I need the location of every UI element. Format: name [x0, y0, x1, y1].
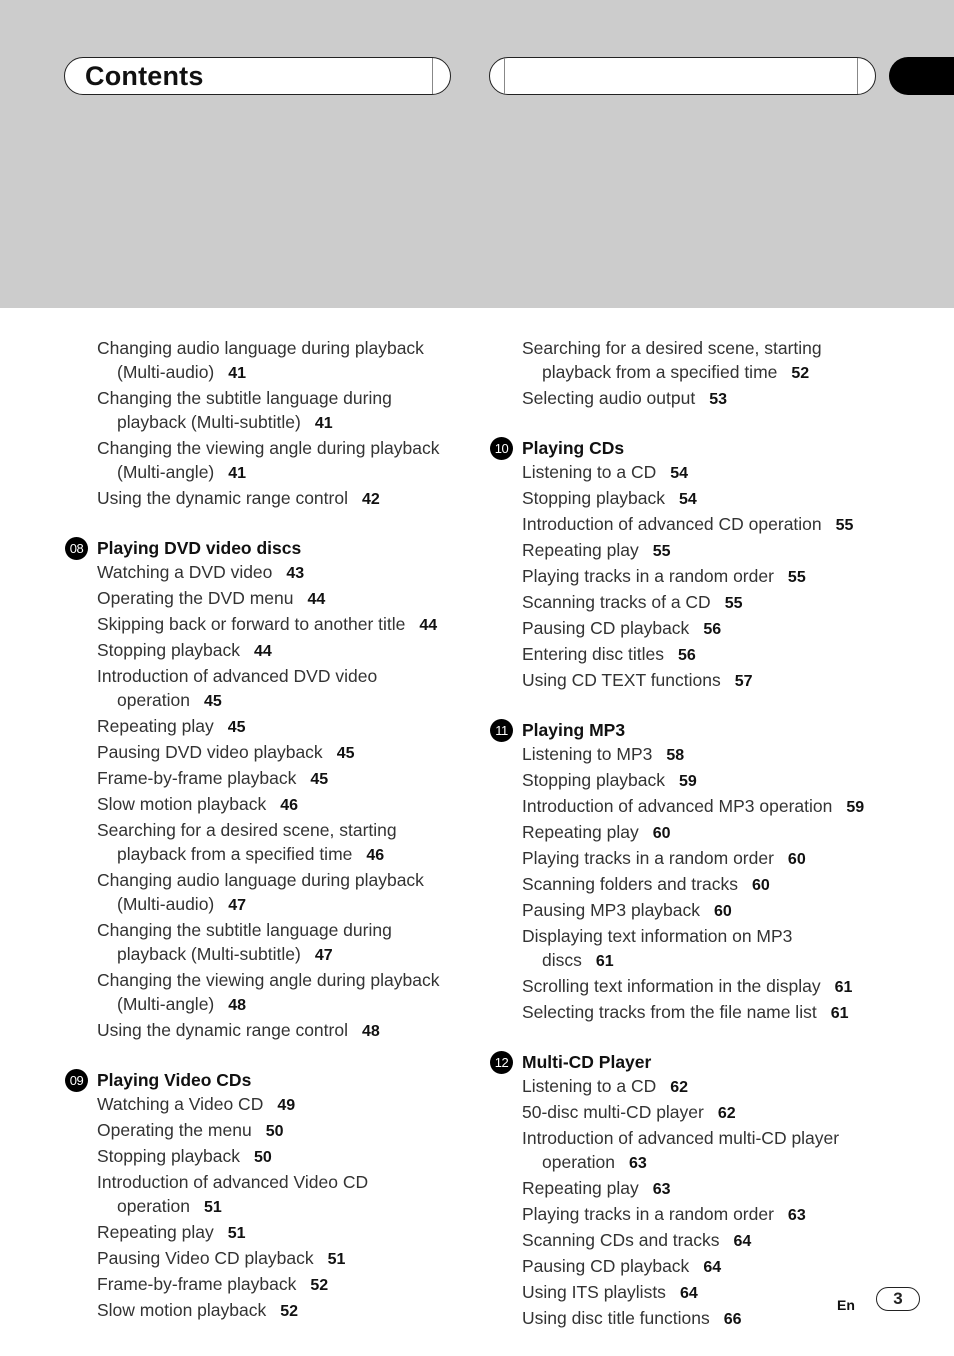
toc-entry-page: 55 — [787, 569, 806, 586]
section-title: Multi-CD Player — [522, 1052, 652, 1072]
toc-entry-text-continued: playback (Multi-subtitle) — [117, 412, 301, 432]
toc-entry-text-continued: (Multi-angle) — [117, 462, 215, 482]
toc-entry-page: 64 — [679, 1285, 698, 1302]
toc-entry-page: 60 — [787, 851, 806, 868]
toc-entry[interactable] — [64, 664, 484, 714]
toc-entry-text: Watching a DVD video — [97, 562, 273, 582]
blank-frame-notch-left — [490, 58, 505, 94]
toc-section — [489, 336, 909, 412]
toc-entry-text: Selecting audio output — [522, 388, 696, 408]
section-number-badge: 10 — [490, 437, 513, 460]
toc-section — [64, 536, 484, 1044]
toc-entry[interactable] — [489, 1176, 909, 1202]
section-number-badge: 12 — [490, 1051, 513, 1074]
toc-entry-text: Repeating play — [97, 1222, 214, 1242]
toc-entry[interactable] — [489, 872, 909, 898]
toc-entry-page: 52 — [280, 1303, 299, 1320]
section-title: Playing DVD video discs — [97, 538, 302, 558]
toc-entry[interactable] — [489, 616, 909, 642]
toc-entry-text: Repeating play — [522, 540, 639, 560]
toc-entry-page: 56 — [678, 647, 696, 664]
toc-entry-text: Playing tracks in a random order — [522, 1204, 774, 1224]
toc-entry[interactable] — [64, 868, 484, 918]
toc-entry-page: 63 — [628, 1155, 647, 1172]
toc-section — [489, 436, 909, 694]
toc-entry[interactable] — [489, 1074, 909, 1100]
toc-entry-text: Changing the viewing angle during playback — [97, 970, 440, 990]
toc-entry-text-continued: playback (Multi-subtitle) — [117, 944, 301, 964]
toc-entry[interactable] — [489, 820, 909, 846]
toc-entry-page: 55 — [652, 543, 671, 560]
toc-entry-page: 45 — [203, 693, 222, 710]
toc-entry-page: 49 — [277, 1097, 296, 1114]
toc-entry[interactable] — [489, 924, 909, 974]
section-title: Playing Video CDs — [97, 1070, 252, 1090]
toc-entry[interactable] — [489, 1100, 909, 1126]
toc-entry-text: Listening to a CD — [522, 1076, 657, 1096]
toc-entry-text: Pausing DVD video playback — [97, 742, 323, 762]
toc-entry-page: 44 — [254, 643, 272, 660]
page-title: Contents — [85, 61, 204, 91]
header-banner — [0, 0, 954, 308]
section-title: Playing MP3 — [522, 720, 626, 740]
toc-entry[interactable] — [489, 1202, 909, 1228]
toc-entry-page: 64 — [703, 1259, 722, 1276]
section-number-badge: 11 — [490, 719, 513, 742]
toc-entry[interactable] — [489, 512, 909, 538]
toc-entry-page: 51 — [203, 1199, 222, 1216]
toc-entry-page: 62 — [717, 1105, 736, 1122]
toc-entry[interactable] — [64, 1118, 484, 1144]
toc-entry-text: Pausing CD playback — [522, 618, 690, 638]
toc-entry-page: 52 — [310, 1277, 329, 1294]
toc-entry-text-continued: operation — [542, 1152, 615, 1172]
toc-entry-page: 53 — [709, 391, 727, 408]
toc-entry-text: Slow motion playback — [97, 794, 267, 814]
toc-entry[interactable] — [64, 638, 484, 664]
toc-entry[interactable] — [64, 1246, 484, 1272]
toc-entry-page: 46 — [366, 847, 385, 864]
toc-entry-text: Introduction of advanced MP3 operation — [522, 796, 833, 816]
toc-entry-page: 45 — [336, 745, 355, 762]
toc-entry[interactable] — [64, 1170, 484, 1220]
toc-entry-page: 59 — [846, 799, 865, 816]
toc-entry[interactable] — [64, 436, 484, 486]
toc-entry-text: Skipping back or forward to another title — [97, 614, 406, 634]
toc-entry-page: 55 — [835, 517, 854, 534]
toc-entry-page: 64 — [733, 1233, 752, 1250]
toc-entry[interactable] — [64, 560, 484, 586]
toc-entry[interactable] — [64, 1272, 484, 1298]
toc-entry[interactable] — [64, 740, 484, 766]
toc-entry-page: 48 — [361, 1023, 380, 1040]
toc-entry-text: Introduction of advanced DVD video — [97, 666, 378, 686]
toc-entry-text: Stopping playback — [97, 1146, 241, 1166]
toc-entry[interactable] — [489, 794, 909, 820]
toc-entry[interactable] — [64, 792, 484, 818]
toc-entry[interactable] — [489, 386, 909, 412]
toc-entry-page: 52 — [791, 365, 810, 382]
toc-entry-page: 44 — [307, 591, 326, 608]
toc-entry[interactable] — [489, 642, 909, 668]
toc-entry-text: Repeating play — [522, 822, 639, 842]
toc-section — [489, 718, 909, 1026]
toc-entry-text: Changing the subtitle language during — [97, 920, 392, 940]
toc-right-column — [489, 336, 909, 1356]
section-number-badge: 09 — [65, 1069, 88, 1092]
toc-entry-text: Searching for a desired scene, starting — [522, 338, 822, 358]
toc-entry-page: 57 — [734, 673, 753, 690]
toc-entry-page: 60 — [751, 877, 770, 894]
toc-entry[interactable] — [489, 460, 909, 486]
section-heading — [489, 1050, 909, 1074]
toc-entry-text: Selecting tracks from the file name list — [522, 1002, 817, 1022]
toc-entry-text: Scrolling text information in the display — [522, 976, 821, 996]
section-heading — [489, 718, 909, 742]
toc-entry-text: Frame-by-frame playback — [97, 768, 297, 788]
toc-entry[interactable] — [64, 386, 484, 436]
toc-entry-page: 50 — [254, 1149, 272, 1166]
toc-entry-text: Using the dynamic range control — [97, 1020, 348, 1040]
toc-entry-text: Stopping playback — [522, 488, 666, 508]
language-label: En — [837, 1297, 855, 1313]
toc-entry-page: 41 — [228, 465, 247, 482]
toc-entry-page: 61 — [830, 1005, 849, 1022]
toc-entry-page: 47 — [314, 947, 333, 964]
toc-entry[interactable] — [489, 974, 909, 1000]
toc-entry[interactable] — [64, 766, 484, 792]
toc-entry-page: 44 — [419, 617, 438, 634]
toc-section — [64, 1068, 484, 1324]
toc-entry-text-continued: operation — [117, 690, 190, 710]
toc-section — [489, 1050, 909, 1332]
toc-entry-page: 62 — [670, 1079, 689, 1096]
toc-entry[interactable] — [489, 846, 909, 872]
toc-entry-text: Scanning tracks of a CD — [522, 592, 711, 612]
toc-entry[interactable] — [489, 486, 909, 512]
toc-entry-text: Displaying text information on MP3 — [522, 926, 793, 946]
toc-entry-text: Changing the subtitle language during — [97, 388, 392, 408]
toc-entry-text: Pausing MP3 playback — [522, 900, 701, 920]
toc-entry-text: Introduction of advanced CD operation — [522, 514, 822, 534]
toc-entry[interactable] — [64, 818, 484, 868]
toc-entry-page: 50 — [265, 1123, 284, 1140]
toc-entry[interactable] — [489, 1228, 909, 1254]
toc-entry-page: 55 — [724, 595, 743, 612]
toc-entry[interactable] — [64, 336, 484, 386]
toc-entry-text: Playing tracks in a random order — [522, 566, 774, 586]
toc-entry-page: 45 — [310, 771, 329, 788]
toc-left-column — [64, 336, 484, 1348]
toc-entry-text: Changing audio language during playback — [97, 338, 424, 358]
toc-entry[interactable] — [489, 564, 909, 590]
toc-entry-text-continued: (Multi-audio) — [117, 894, 215, 914]
toc-entry-page: 61 — [834, 979, 853, 996]
toc-entry-text: Operating the menu — [97, 1120, 252, 1140]
toc-entry-page: 48 — [228, 997, 247, 1014]
toc-entry-text: Repeating play — [97, 716, 214, 736]
toc-entry[interactable] — [489, 742, 909, 768]
title-frame-notch — [432, 58, 447, 94]
toc-entry-page: 61 — [595, 953, 614, 970]
toc-entry[interactable] — [64, 918, 484, 968]
toc-entry-text-continued: (Multi-angle) — [117, 994, 215, 1014]
toc-entry-page: 58 — [666, 747, 685, 764]
toc-entry-text: Frame-by-frame playback — [97, 1274, 297, 1294]
toc-entry[interactable] — [64, 1092, 484, 1118]
toc-entry[interactable] — [64, 486, 484, 512]
toc-entry-text: Changing the viewing angle during playback — [97, 438, 440, 458]
blank-frame — [489, 57, 876, 95]
section-number-badge: 08 — [65, 537, 88, 560]
toc-entry[interactable] — [64, 1144, 484, 1170]
toc-entry-text: Scanning folders and tracks — [522, 874, 738, 894]
toc-entry-page: 45 — [227, 719, 246, 736]
toc-entry-text: Using ITS playlists — [522, 1282, 666, 1302]
toc-entry-text-continued: playback from a specified time — [542, 362, 778, 382]
toc-entry-text: Operating the DVD menu — [97, 588, 294, 608]
toc-entry[interactable] — [489, 768, 909, 794]
toc-entry-page: 51 — [327, 1251, 346, 1268]
toc-entry[interactable] — [489, 590, 909, 616]
toc-entry-text: Changing audio language during playback — [97, 870, 424, 890]
toc-entry-text: Listening to MP3 — [522, 744, 653, 764]
toc-entry-text: Playing tracks in a random order — [522, 848, 774, 868]
blank-frame-notch-right — [857, 58, 872, 94]
toc-entry-text: Searching for a desired scene, starting — [97, 820, 397, 840]
toc-entry-page: 54 — [679, 491, 697, 508]
toc-entry-page: 54 — [670, 465, 689, 482]
toc-entry-text-continued: operation — [117, 1196, 190, 1216]
toc-entry-page: 46 — [280, 797, 299, 814]
toc-entry-text: Stopping playback — [522, 770, 666, 790]
section-heading — [64, 1068, 484, 1092]
toc-entry-text-continued: (Multi-audio) — [117, 362, 215, 382]
toc-entry[interactable] — [64, 1220, 484, 1246]
toc-entry-text: Using disc title functions — [522, 1308, 710, 1328]
toc-entry-page: 66 — [723, 1311, 742, 1328]
toc-entry-page: 56 — [703, 621, 722, 638]
toc-entry-page: 43 — [286, 565, 305, 582]
section-heading — [64, 536, 484, 560]
toc-entry-text-continued: discs — [542, 950, 582, 970]
toc-entry-page: 42 — [361, 491, 380, 508]
toc-entry-text: Repeating play — [522, 1178, 639, 1198]
toc-entry-text: Listening to a CD — [522, 462, 657, 482]
toc-entry-text: 50-disc multi-CD player — [522, 1102, 704, 1122]
toc-entry-text: Scanning CDs and tracks — [522, 1230, 720, 1250]
toc-entry[interactable] — [489, 336, 909, 386]
toc-entry[interactable] — [64, 586, 484, 612]
toc-entry-text: Using the dynamic range control — [97, 488, 348, 508]
toc-entry[interactable] — [64, 714, 484, 740]
toc-entry-text: Pausing CD playback — [522, 1256, 690, 1276]
toc-entry-page: 51 — [227, 1225, 246, 1242]
toc-entry-text-continued: playback from a specified time — [117, 844, 353, 864]
toc-entry[interactable] — [489, 898, 909, 924]
toc-entry-text: Slow motion playback — [97, 1300, 267, 1320]
toc-entry-page: 41 — [228, 365, 247, 382]
toc-entry-text: Pausing Video CD playback — [97, 1248, 314, 1268]
toc-entry-text: Stopping playback — [97, 640, 241, 660]
toc-entry-page: 60 — [652, 825, 671, 842]
toc-entry-page: 63 — [652, 1181, 671, 1198]
section-title: Playing CDs — [522, 438, 625, 458]
toc-entry[interactable] — [64, 612, 484, 638]
toc-entry[interactable] — [64, 1018, 484, 1044]
toc-entry-text: Introduction of advanced multi-CD player — [522, 1128, 840, 1148]
toc-entry-text: Introduction of advanced Video CD — [97, 1172, 369, 1192]
toc-entry-text: Using CD TEXT functions — [522, 670, 721, 690]
toc-entry-page: 59 — [679, 773, 697, 790]
section-tab — [889, 57, 954, 95]
toc-entry-page: 60 — [714, 903, 732, 920]
toc-entry-page: 63 — [787, 1207, 806, 1224]
toc-entry[interactable] — [489, 1254, 909, 1280]
toc-entry-text: Watching a Video CD — [97, 1094, 264, 1114]
toc-entry[interactable] — [64, 1298, 484, 1324]
toc-entry[interactable] — [489, 1126, 909, 1176]
toc-entry[interactable] — [489, 668, 909, 694]
section-heading — [489, 436, 909, 460]
toc-entry[interactable] — [489, 1000, 909, 1026]
toc-entry-text: Entering disc titles — [522, 644, 665, 664]
toc-section — [64, 336, 484, 512]
page-number: 3 — [876, 1287, 920, 1311]
toc-entry[interactable] — [64, 968, 484, 1018]
toc-entry-page: 47 — [228, 897, 247, 914]
title-frame — [64, 57, 451, 95]
toc-entry-page: 41 — [314, 415, 333, 432]
toc-entry[interactable] — [489, 538, 909, 564]
